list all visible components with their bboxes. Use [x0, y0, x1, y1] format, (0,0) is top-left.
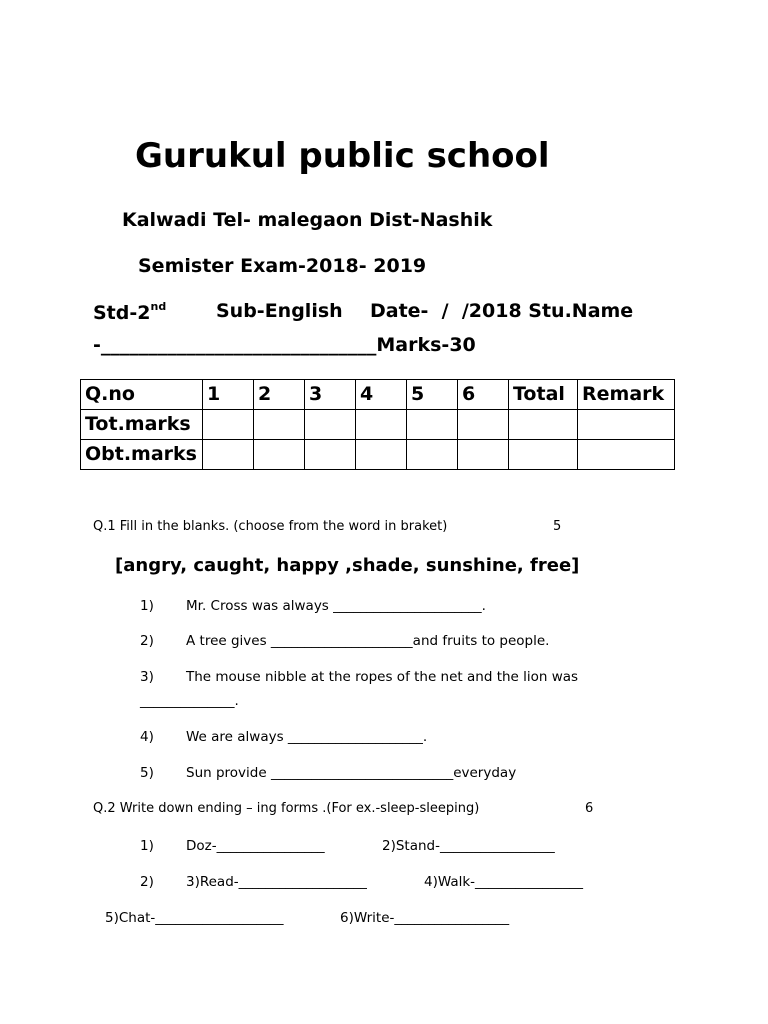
date-name-label: Date- / /2018 Stu.Name	[370, 300, 634, 322]
q1-item-text: A tree gives _____________________and fruits to people.	[186, 633, 550, 649]
table-cell-empty	[509, 440, 578, 470]
table-cell-empty	[305, 440, 356, 470]
q2-item: Doz-________________	[186, 838, 325, 854]
table-cell: Q.no	[81, 380, 203, 410]
table-cell-empty	[203, 410, 254, 440]
table-cell: 4	[356, 380, 407, 410]
table-cell: 1	[203, 380, 254, 410]
table-cell-empty	[407, 410, 458, 440]
q1-item-text: Sun provide ___________________________everyday	[186, 765, 517, 781]
table-row-tot-marks	[81, 410, 675, 440]
table-cell-empty	[356, 410, 407, 440]
name-marks-line: -_____________________________Marks-30	[93, 334, 476, 356]
q2-row-number: 2)	[140, 874, 154, 890]
table-cell-empty	[458, 410, 509, 440]
subject-label: Sub-English	[216, 300, 343, 322]
table-row-obt-marks	[81, 440, 675, 470]
q1-item-text: We are always ____________________.	[186, 729, 428, 745]
table-cell: Remark	[578, 380, 675, 410]
q1-item-text: The mouse nibble at the ropes of the net and the lion was	[186, 669, 579, 685]
school-address: Kalwadi Tel- malegaon Dist-Nashik	[122, 209, 493, 231]
table-cell: 2	[254, 380, 305, 410]
school-name: Gurukul public school	[135, 136, 550, 176]
table-cell-empty	[407, 440, 458, 470]
table-cell-empty	[305, 410, 356, 440]
std-superscript: nd	[150, 300, 167, 313]
q2-item: 6)Write-_________________	[340, 910, 510, 926]
table-cell: 6	[458, 380, 509, 410]
q2-item: 5)Chat-___________________	[105, 910, 284, 926]
table-cell: Tot.marks	[81, 410, 203, 440]
q1-item-number: 5)	[140, 765, 154, 781]
q2-marks: 6	[585, 801, 594, 816]
marks-table	[80, 379, 675, 470]
q2-item: 2)Stand-_________________	[382, 838, 555, 854]
exam-title: Semister Exam-2018- 2019	[138, 255, 427, 277]
table-cell-empty	[509, 410, 578, 440]
table-cell-empty	[578, 410, 675, 440]
q1-word-bank: [angry, caught, happy ,shade, sunshine, free]	[115, 555, 580, 576]
q2-item: 4)Walk-________________	[424, 874, 584, 890]
q1-item-number: 4)	[140, 729, 154, 745]
q1-item-text: Mr. Cross was always ______________________.	[186, 598, 486, 614]
std-text: Std-2	[93, 302, 151, 324]
table-cell: Obt.marks	[81, 440, 203, 470]
q1-item-number: 1)	[140, 598, 154, 614]
table-cell-empty	[254, 410, 305, 440]
std-label	[93, 300, 166, 324]
q1-item-number: 2)	[140, 633, 154, 649]
table-cell-empty	[203, 440, 254, 470]
table-cell: Total	[509, 380, 578, 410]
q2-row-number: 1)	[140, 838, 154, 854]
table-cell-empty	[356, 440, 407, 470]
q1-item-number: 3)	[140, 669, 154, 685]
q1-marks: 5	[553, 519, 562, 534]
table-cell-empty	[578, 440, 675, 470]
q2-item: 3)Read-___________________	[186, 874, 367, 890]
table-cell-empty	[458, 440, 509, 470]
q2-title: Q.2 Write down ending – ing forms .(For ex.-sleep-sleeping)	[93, 801, 480, 816]
table-cell-empty	[254, 440, 305, 470]
table-cell: 3	[305, 380, 356, 410]
q1-title: Q.1 Fill in the blanks. (choose from the word in braket)	[93, 519, 448, 534]
table-cell: 5	[407, 380, 458, 410]
table-header-row	[81, 380, 675, 410]
q1-item-continuation: ______________.	[140, 693, 239, 709]
